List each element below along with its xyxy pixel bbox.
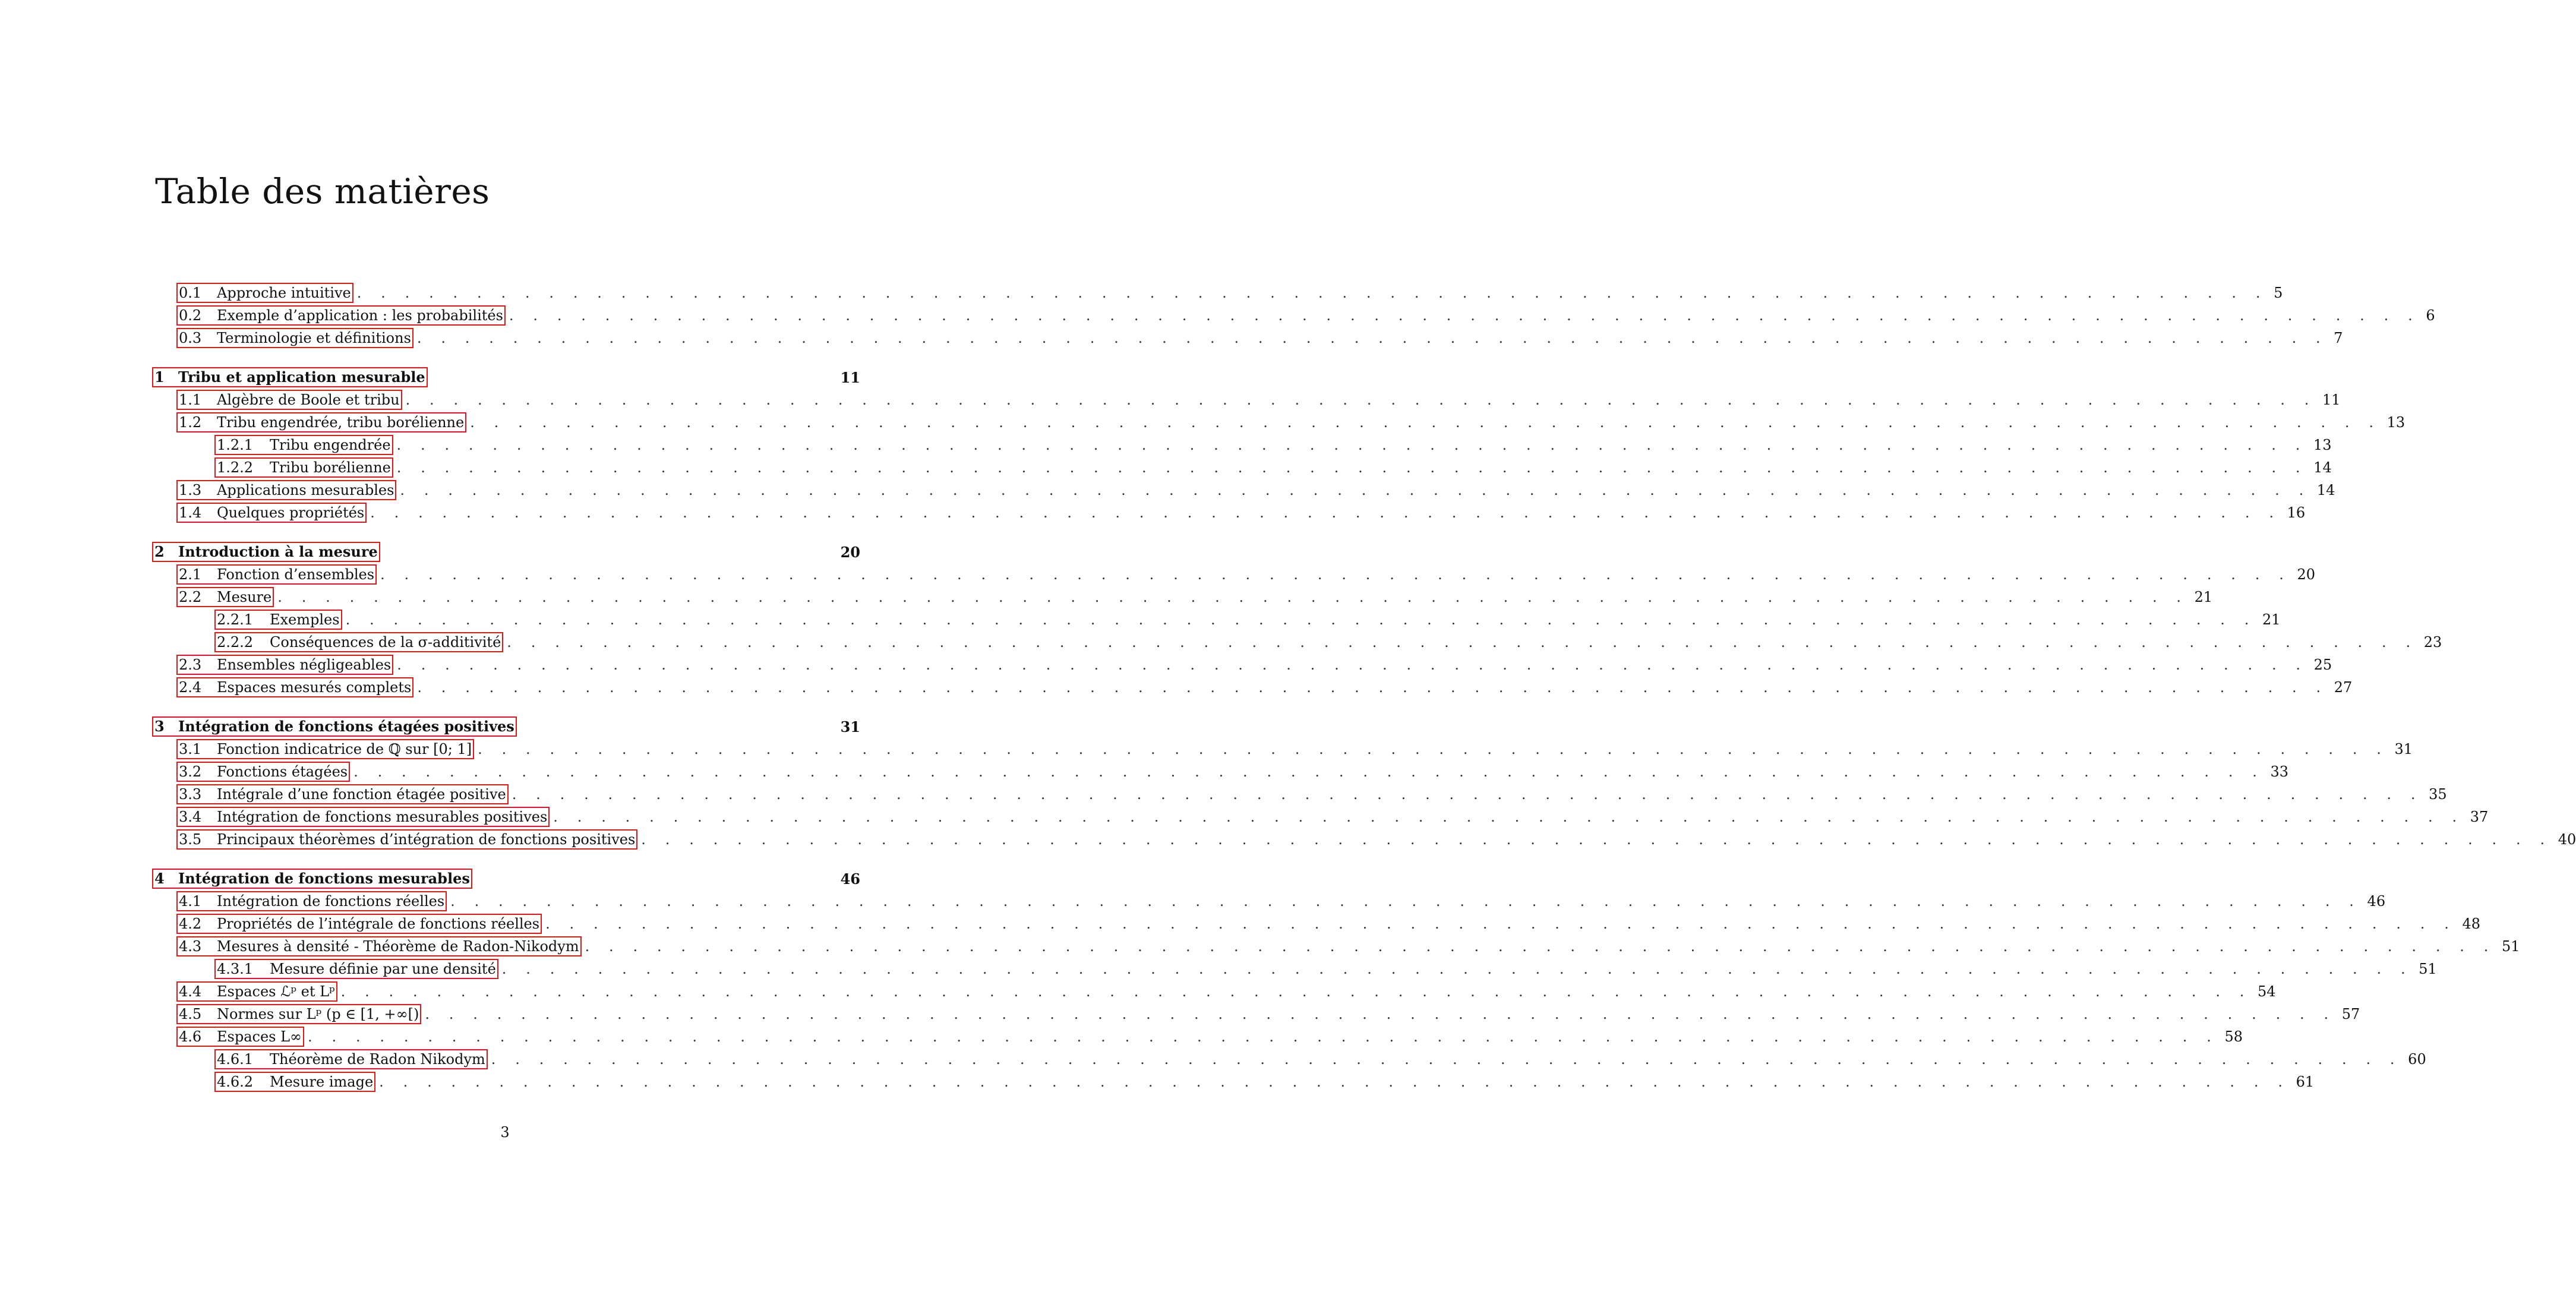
toc-link[interactable] bbox=[153, 368, 427, 386]
toc-page-number: 60 bbox=[2408, 1051, 2426, 1068]
toc-entry-title: Tribu engendrée, tribu borélienne bbox=[217, 414, 465, 431]
toc-page-number: 14 bbox=[2313, 459, 2332, 476]
dot-leader: . . . . . . . . . . . . . . . . . . . . . . . . . . . . . . . . . . . . . . . . . . . . . . . . . . . . . . . . . . . . . . . . . . . . . . . . . . . . . . . . bbox=[491, 1051, 2403, 1068]
toc-link[interactable] bbox=[178, 740, 473, 758]
dot-leader: . . . . . . . . . . . . . . . . . . . . . . . . . . . . . . . . . . . . . . . . . . . . . . . . . . . . . . . . . . . . . . . . . . . . . . . . . . . . . . . . bbox=[396, 459, 2308, 476]
toc-entry-row bbox=[153, 586, 2213, 608]
dot-leader: . . . . . . . . . . . . . . . . . . . . . . . . . . . . . . . . . . . . . . . . . . . . . . . . . . . . . . . . . . . . . . . . . . . . . . . . . . . . . . . . bbox=[400, 482, 2311, 498]
toc-entry-title: Tribu borélienne bbox=[270, 459, 391, 476]
toc-entry-number: 2.2.1 bbox=[217, 611, 254, 628]
dot-leader: . . . . . . . . . . . . . . . . . . . . . . . . . . . . . . . . . . . . . . . . . . . . . . . . . . . . . . . . . . . . . . . . . . . . . . . . . . . . . . . . bbox=[509, 307, 2420, 324]
toc-link[interactable] bbox=[216, 1050, 487, 1068]
toc-entry-title: Espaces L∞ bbox=[217, 1028, 302, 1045]
toc-link[interactable] bbox=[178, 892, 446, 910]
toc-entry-title: Algèbre de Boole et tribu bbox=[217, 392, 400, 408]
toc-entry-number: 4.6 bbox=[179, 1028, 202, 1045]
toc-entry-row bbox=[153, 434, 2332, 456]
dot-leader: . . . . . . . . . . . . . . . . . . . . . . . . . . . . . . . . . . . . . . . . . . . . . . . . . . . . . . . . . . . . . . . . . . . . . . . . . . . . . . . . bbox=[340, 983, 2252, 1000]
toc-entry-row bbox=[153, 456, 2332, 479]
toc-page-number: 20 bbox=[840, 543, 860, 561]
toc-link[interactable] bbox=[178, 588, 273, 606]
toc-link[interactable] bbox=[216, 459, 392, 476]
toc-entry-row bbox=[153, 501, 2306, 524]
toc-entry-row bbox=[153, 304, 2435, 327]
toc-page-number: 20 bbox=[2297, 566, 2315, 583]
toc-page-number: 61 bbox=[2296, 1074, 2315, 1090]
dot-leader: . . . . . . . . . . . . . . . . . . . . . . . . . . . . . . . . . . . . . . . . . . . . . . . . . . . . . . . . . . . . . . . . . . . . . . . . . . . . . . . . bbox=[308, 1028, 2219, 1045]
dot-leader: . . . . . . . . . . . . . . . . . . . . . . . . . . . . . . . . . . . . . . . . . . . . . . . . . . . . . . . . . . . . . . . . . . . . . . . . . . . . . . . . bbox=[396, 437, 2307, 453]
toc-entry-number: 2.1 bbox=[179, 566, 202, 583]
toc-link[interactable] bbox=[178, 481, 395, 499]
toc-entry-title: Normes sur Lᵖ (p ∈ [1, +∞[) bbox=[217, 1006, 419, 1022]
toc-link[interactable] bbox=[178, 808, 548, 826]
toc-entry-number: 1.4 bbox=[179, 504, 202, 521]
toc-link[interactable] bbox=[178, 915, 541, 933]
toc-link[interactable] bbox=[216, 1073, 374, 1091]
toc-entry-row bbox=[153, 1025, 2243, 1048]
toc-page-number: 7 bbox=[2334, 330, 2343, 346]
toc-entry-number: 2.4 bbox=[179, 679, 202, 696]
toc-page-number: 11 bbox=[840, 368, 860, 386]
toc-entry-title: Espaces mesurés complets bbox=[217, 679, 412, 696]
page-number: 3 bbox=[500, 1124, 510, 1141]
toc-link[interactable] bbox=[178, 1028, 303, 1046]
toc-page-number: 13 bbox=[2313, 437, 2332, 453]
toc-entry-number: 4.6.1 bbox=[217, 1051, 254, 1068]
dot-leader: . . . . . . . . . . . . . . . . . . . . . . . . . . . . . . . . . . . . . . . . . . . . . . . . . . . . . . . . . . . . . . . . . . . . . . . . . . . . . . . . bbox=[450, 893, 2362, 910]
dot-leader: . . . . . . . . . . . . . . . . . . . . . . . . . . . . . . . . . . . . . . . . . . . . . . . . . . . . . . . . . . . . . . . . . . . . . . . . . . . . . . . . bbox=[512, 786, 2423, 803]
toc-page-number: 11 bbox=[2322, 392, 2341, 408]
dot-leader: . . . . . . . . . . . . . . . . . . . . . . . . . . . . . . . . . . . . . . . . . . . . . . . . . . . . . . . . . . . . . . . . . . . . . . . . . . . . . . . . bbox=[425, 1006, 2336, 1022]
toc-chapter-row bbox=[153, 715, 860, 738]
toc-link[interactable] bbox=[178, 391, 401, 409]
toc-entry-number: 4 bbox=[154, 870, 165, 887]
toc-page-number: 54 bbox=[2258, 983, 2276, 1000]
toc-entry-row bbox=[153, 806, 2489, 828]
toc-page-number: 16 bbox=[2287, 504, 2306, 521]
toc-chapter-row bbox=[153, 366, 860, 389]
dot-leader: . . . . . . . . . . . . . . . . . . . . . . . . . . . . . . . . . . . . . . . . . . . . . . . . . . . . . . . . . . . . . . . . . . . . . . . . . . . . . . . . bbox=[553, 809, 2464, 825]
toc-page-number: 46 bbox=[840, 870, 860, 888]
toc-entry-number: 1 bbox=[154, 368, 165, 386]
toc-entry-title: Fonctions étagées bbox=[217, 763, 348, 780]
toc-entry-title: Mesures à densité - Théorème de Radon-Nikodym bbox=[217, 938, 579, 955]
toc-link[interactable] bbox=[216, 436, 392, 454]
toc-entry-row bbox=[153, 1048, 2426, 1071]
toc-entry-number: 0.1 bbox=[179, 285, 202, 301]
toc-entry-title: Théorème de Radon Nikodym bbox=[270, 1051, 485, 1068]
toc-entry-row bbox=[153, 760, 2289, 783]
toc-page-number: 13 bbox=[2386, 414, 2405, 431]
toc-entry-number: 1.3 bbox=[179, 482, 202, 498]
toc-entry-title: Propriétés de l’intégrale de fonctions réelles bbox=[217, 915, 540, 932]
dot-leader: . . . . . . . . . . . . . . . . . . . . . . . . . . . . . . . . . . . . . . . . . . . . . . . . . . . . . . . . . . . . . . . . . . . . . . . . . . . . . . . . bbox=[478, 741, 2389, 757]
toc-page-number: 37 bbox=[2470, 809, 2489, 825]
toc-entry-number: 1.2 bbox=[179, 414, 202, 431]
toc-entry-title: Introduction à la mesure bbox=[178, 543, 378, 560]
toc-entry-number: 1.2.2 bbox=[217, 459, 254, 476]
toc-entry-title: Intégration de fonctions réelles bbox=[217, 893, 445, 910]
toc-link[interactable] bbox=[178, 656, 392, 674]
dot-leader: . . . . . . . . . . . . . . . . . . . . . . . . . . . . . . . . . . . . . . . . . . . . . . . . . . . . . . . . . . . . . . . . . . . . . . . . . . . . . . . . bbox=[277, 589, 2189, 605]
toc-entry-title: Exemple d’application : les probabilités bbox=[217, 307, 503, 324]
toc-link[interactable] bbox=[216, 611, 341, 629]
toc-link[interactable] bbox=[178, 329, 412, 347]
toc-entry-title: Terminologie et définitions bbox=[217, 330, 411, 346]
toc-page-number: 35 bbox=[2429, 786, 2447, 803]
toc-entry-row bbox=[153, 1071, 2315, 1093]
toc-page-number: 23 bbox=[2423, 634, 2442, 651]
toc-entry-row bbox=[153, 958, 2437, 980]
toc-link[interactable] bbox=[216, 960, 497, 978]
toc-link[interactable] bbox=[153, 718, 516, 735]
toc-entry-number: 2.2 bbox=[179, 589, 202, 605]
dot-leader: . . . . . . . . . . . . . . . . . . . . . . . . . . . . . . . . . . . . . . . . . . . . . . . . . . . . . . . . . . . . . . . . . . . . . . . . . . . . . . . . bbox=[379, 1074, 2290, 1090]
toc-entry-number: 3.4 bbox=[179, 809, 202, 825]
toc-entry-title: Intégrale d’une fonction étagée positive bbox=[217, 786, 506, 803]
toc-link[interactable] bbox=[178, 413, 465, 431]
toc-entry-title: Intégration de fonctions étagées positives bbox=[178, 718, 514, 735]
toc-entry-title: Espaces ℒᵖ et Lᵖ bbox=[217, 983, 335, 1000]
toc-entry-number: 2.3 bbox=[179, 656, 202, 673]
toc-page-number: 6 bbox=[2426, 307, 2435, 324]
toc-chapter-row bbox=[153, 867, 860, 890]
toc-entry-title: Approche intuitive bbox=[217, 285, 351, 301]
toc-entry-row bbox=[153, 783, 2447, 806]
toc-entry-title: Principaux théorèmes d’intégration de fonctions positives bbox=[217, 831, 636, 848]
dot-leader: . . . . . . . . . . . . . . . . . . . . . . . . . . . . . . . . . . . . . . . . . . . . . . . . . . . . . . . . . . . . . . . . . . . . . . . . . . . . . . . . bbox=[416, 330, 2328, 346]
toc-chapter-row bbox=[153, 541, 860, 563]
toc-page-number: 27 bbox=[2334, 679, 2353, 696]
toc-entry-row bbox=[153, 282, 2283, 304]
toc-page-number: 40 bbox=[2558, 831, 2576, 848]
toc-entry-title: Mesure bbox=[217, 589, 272, 605]
dot-leader: . . . . . . . . . . . . . . . . . . . . . . . . . . . . . . . . . . . . . . . . . . . . . . . . . . . . . . . . . . . . . . . . . . . . . . . . . . . . . . . . bbox=[470, 414, 2381, 431]
toc-page-number: 51 bbox=[2501, 938, 2520, 955]
toc-entry-row bbox=[153, 676, 2353, 699]
dot-leader: . . . . . . . . . . . . . . . . . . . . . . . . . . . . . . . . . . . . . . . . . . . . . . . . . . . . . . . . . . . . . . . . . . . . . . . . . . . . . . . . bbox=[345, 611, 2256, 628]
toc-entry-row bbox=[153, 654, 2332, 676]
toc-entry-number: 1.1 bbox=[179, 392, 202, 408]
toc-entry-number: 0.3 bbox=[179, 330, 202, 346]
toc-entry-row bbox=[153, 631, 2442, 654]
toc-page-number: 21 bbox=[2262, 611, 2281, 628]
toc-entry-row bbox=[153, 327, 2343, 349]
toc-entry-title: Intégration de fonctions mesurables bbox=[178, 870, 470, 887]
toc-page-number: 31 bbox=[840, 718, 860, 735]
dot-leader: . . . . . . . . . . . . . . . . . . . . . . . . . . . . . . . . . . . . . . . . . . . . . . . . . . . . . . . . . . . . . . . . . . . . . . . . . . . . . . . . bbox=[545, 915, 2457, 932]
toc-page-number: 46 bbox=[2367, 893, 2386, 910]
toc-entry-row bbox=[153, 935, 2520, 958]
toc-entry-title: Fonction d’ensembles bbox=[217, 566, 375, 583]
toc-entry-title: Applications mesurables bbox=[217, 482, 394, 498]
dot-leader: . . . . . . . . . . . . . . . . . . . . . . . . . . . . . . . . . . . . . . . . . . . . . . . . . . . . . . . . . . . . . . . . . . . . . . . . . . . . . . . . bbox=[585, 938, 2496, 955]
toc-page-number: 5 bbox=[2274, 285, 2283, 301]
page-title: Table des matières bbox=[155, 171, 490, 211]
toc-entry-number: 0.2 bbox=[179, 307, 202, 324]
toc-link[interactable] bbox=[178, 785, 507, 803]
toc-link[interactable] bbox=[178, 678, 412, 696]
toc-entry-number: 1.2.1 bbox=[217, 437, 254, 453]
toc-entry-row bbox=[153, 479, 2335, 501]
table-of-contents bbox=[153, 282, 2576, 1093]
toc-entry-number: 4.2 bbox=[179, 915, 202, 932]
toc-entry-number: 3.1 bbox=[179, 741, 202, 757]
toc-entry-number: 4.4 bbox=[179, 983, 202, 1000]
toc-entry-row bbox=[153, 411, 2405, 434]
toc-entry-row bbox=[153, 608, 2281, 631]
toc-entry-number: 3 bbox=[154, 718, 165, 735]
toc-page-number: 58 bbox=[2224, 1028, 2243, 1045]
toc-page-number: 25 bbox=[2313, 656, 2332, 673]
toc-entry-row bbox=[153, 738, 2413, 760]
toc-link[interactable] bbox=[178, 1005, 420, 1023]
toc-entry-number: 3.2 bbox=[179, 763, 202, 780]
toc-link[interactable] bbox=[178, 763, 349, 781]
toc-entry-row bbox=[153, 563, 2315, 586]
toc-entry-title: Ensembles négligeables bbox=[217, 656, 392, 673]
toc-entry-number: 3.3 bbox=[179, 786, 202, 803]
toc-entry-number: 4.3.1 bbox=[217, 961, 254, 977]
toc-page-number: 51 bbox=[2419, 961, 2437, 977]
toc-link[interactable] bbox=[153, 870, 471, 888]
toc-page-number: 21 bbox=[2194, 589, 2213, 605]
toc-entry-row bbox=[153, 913, 2481, 935]
dot-leader: . . . . . . . . . . . . . . . . . . . . . . . . . . . . . . . . . . . . . . . . . . . . . . . . . . . . . . . . . . . . . . . . . . . . . . . . . . . . . . . . bbox=[380, 566, 2291, 583]
toc-entry-row bbox=[153, 828, 2576, 851]
toc-link[interactable] bbox=[178, 937, 580, 955]
toc-entry-title: Mesure définie par une densité bbox=[270, 961, 496, 977]
toc-entry-number: 3.5 bbox=[179, 831, 202, 848]
toc-entry-title: Tribu et application mesurable bbox=[178, 368, 425, 386]
toc-link[interactable] bbox=[153, 543, 379, 561]
toc-entry-title: Exemples bbox=[270, 611, 340, 628]
toc-entry-row bbox=[153, 890, 2386, 913]
dot-leader: . . . . . . . . . . . . . . . . . . . . . . . . . . . . . . . . . . . . . . . . . . . . . . . . . . . . . . . . . . . . . . . . . . . . . . . . . . . . . . . . bbox=[405, 392, 2316, 408]
toc-link[interactable] bbox=[178, 284, 352, 302]
dot-leader: . . . . . . . . . . . . . . . . . . . . . . . . . . . . . . . . . . . . . . . . . . . . . . . . . . . . . . . . . . . . . . . . . . . . . . . . . . . . . . . . bbox=[353, 763, 2265, 780]
toc-entry-title: Quelques propriétés bbox=[217, 504, 365, 521]
dot-leader: . . . . . . . . . . . . . . . . . . . . . . . . . . . . . . . . . . . . . . . . . . . . . . . . . . . . . . . . . . . . . . . . . . . . . . . . . . . . . . . . bbox=[370, 504, 2281, 521]
dot-leader: . . . . . . . . . . . . . . . . . . . . . . . . . . . . . . . . . . . . . . . . . . . . . . . . . . . . . . . . . . . . . . . . . . . . . . . . . . . . . . . . bbox=[397, 656, 2308, 673]
toc-entry-title: Intégration de fonctions mesurables positives bbox=[217, 809, 548, 825]
toc-entry-title: Fonction indicatrice de ℚ sur [0; 1] bbox=[217, 741, 472, 757]
dot-leader: . . . . . . . . . . . . . . . . . . . . . . . . . . . . . . . . . . . . . . . . . . . . . . . . . . . . . . . . . . . . . . . . . . . . . . . . . . . . . . . . bbox=[507, 634, 2418, 651]
toc-page-number: 31 bbox=[2394, 741, 2413, 757]
toc-entry-title: Conséquences de la σ-additivité bbox=[270, 634, 501, 651]
toc-link[interactable] bbox=[178, 831, 636, 848]
toc-entry-number: 4.6.2 bbox=[217, 1074, 254, 1090]
toc-page-number: 33 bbox=[2270, 763, 2289, 780]
dot-leader: . . . . . . . . . . . . . . . . . . . . . . . . . . . . . . . . . . . . . . . . . . . . . . . . . . . . . . . . . . . . . . . . . . . . . . . . . . . . . . . . bbox=[356, 285, 2268, 301]
toc-link[interactable] bbox=[178, 983, 336, 1000]
toc-entry-number: 4.5 bbox=[179, 1006, 202, 1022]
toc-entry-title: Tribu engendrée bbox=[270, 437, 391, 453]
toc-entry-number: 4.1 bbox=[179, 893, 202, 910]
toc-link[interactable] bbox=[178, 566, 375, 583]
dot-leader: . . . . . . . . . . . . . . . . . . . . . . . . . . . . . . . . . . . . . . . . . . . . . . . . . . . . . . . . . . . . . . . . . . . . . . . . . . . . . . . . bbox=[501, 961, 2413, 977]
toc-entry-row bbox=[153, 1003, 2360, 1025]
dot-leader: . . . . . . . . . . . . . . . . . . . . . . . . . . . . . . . . . . . . . . . . . . . . . . . . . . . . . . . . . . . . . . . . . . . . . . . . . . . . . . . . bbox=[417, 679, 2328, 696]
toc-entry-row bbox=[153, 980, 2276, 1003]
toc-entry-row bbox=[153, 389, 2341, 411]
toc-link[interactable] bbox=[178, 504, 365, 522]
toc-entry-number: 2 bbox=[154, 543, 165, 560]
dot-leader: . . . . . . . . . . . . . . . . . . . . . . . . . . . . . . . . . . . . . . . . . . . . . . . . . . . . . . . . . . . . . . . . . . . . . . . . . . . . . . . . bbox=[641, 831, 2552, 848]
toc-entry-number: 4.3 bbox=[179, 938, 202, 955]
toc-page-number: 14 bbox=[2316, 482, 2335, 498]
toc-page-number: 48 bbox=[2462, 915, 2481, 932]
toc-link[interactable] bbox=[178, 307, 504, 324]
toc-entry-title: Mesure image bbox=[270, 1074, 374, 1090]
toc-link[interactable] bbox=[216, 633, 502, 651]
toc-entry-number: 2.2.2 bbox=[217, 634, 254, 651]
toc-page-number: 57 bbox=[2341, 1006, 2360, 1022]
